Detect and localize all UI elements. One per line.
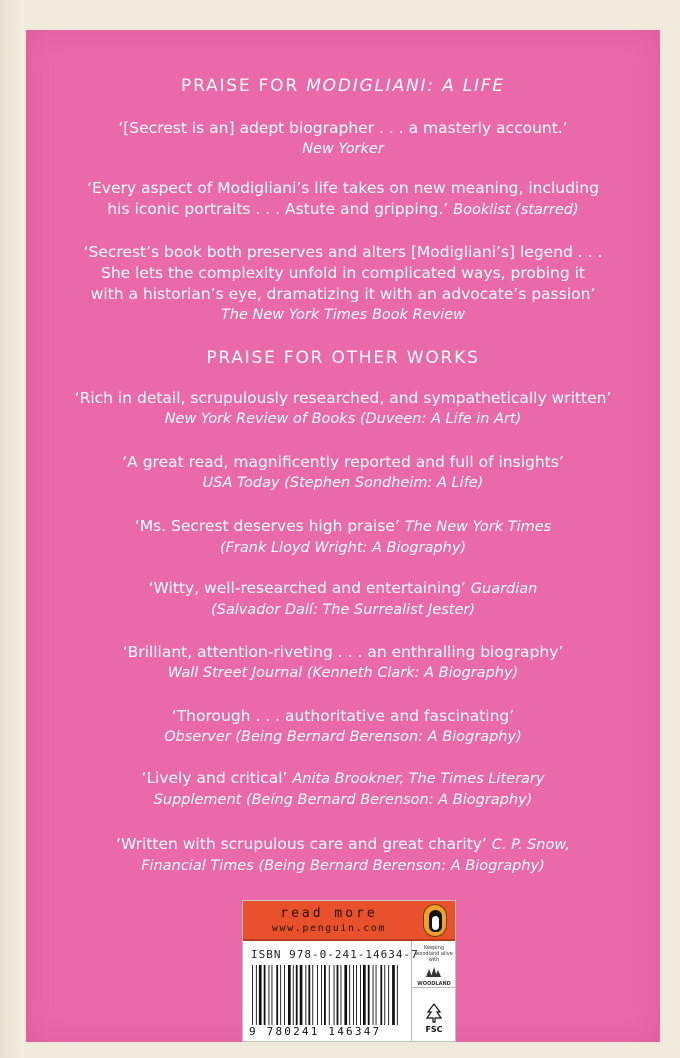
quote-nyrb bbox=[66, 388, 620, 430]
quote-new-yorker bbox=[66, 118, 620, 160]
quote-source: Wall Street Journal (Kenneth Clark: A Biography) bbox=[167, 665, 519, 681]
woodland-name: WOODLAND bbox=[417, 981, 451, 987]
quote-source: The New York Times Book Review bbox=[220, 307, 466, 323]
heading-book-title: MODIGLIANI: A LIFE bbox=[306, 76, 505, 96]
isbn-text: ISBN 978-0-241-14634-7 bbox=[251, 948, 419, 961]
quote-guardian bbox=[66, 578, 620, 621]
quote-line bbox=[66, 834, 620, 856]
quote-line: ‘Secrest’s book both preserves and alters [Modigliani’s] legend . . . bbox=[83, 243, 603, 261]
quote-line: with a historian’s eye, dramatizing it with an advocate’s passion’ bbox=[90, 285, 596, 303]
quote-inline-source: Guardian bbox=[470, 581, 538, 597]
quote-usa-today bbox=[66, 452, 620, 494]
quote-inline-source: Anita Brookner, The Times Literary bbox=[292, 771, 545, 787]
quote-source: (Frank Lloyd Wright: A Biography) bbox=[219, 540, 467, 556]
praise-other-works-heading: PRAISE FOR OTHER WORKS bbox=[206, 348, 480, 368]
quote-wsj bbox=[66, 642, 620, 684]
fsc-label: FSC bbox=[425, 1025, 443, 1034]
quote-line: ‘Thorough . . . authoritative and fascinating’ bbox=[171, 707, 515, 725]
page-edge bbox=[0, 0, 24, 1058]
woodland-text: Keeping woodland alive with bbox=[415, 945, 453, 963]
quote-tls bbox=[66, 768, 620, 811]
quote-line-text: ‘Lively and critical’ bbox=[141, 769, 293, 787]
quote-line bbox=[66, 768, 620, 790]
penguin-url: www.penguin.com bbox=[271, 923, 387, 934]
barcode-box bbox=[242, 900, 456, 1042]
quote-line-text: ‘Written with scrupulous care and great charity’ bbox=[116, 835, 492, 853]
barcode-number: 9 780241 146347 bbox=[249, 1025, 382, 1038]
quote-inline-source: The New York Times bbox=[404, 519, 552, 535]
quote-source: Booklist (starred) bbox=[453, 202, 579, 218]
quote-line bbox=[66, 199, 620, 221]
quote-booklist bbox=[66, 178, 620, 221]
quote-line: ‘[Secrest is an] adept biographer . . . a masterly account.’ bbox=[118, 119, 568, 137]
quote-source: Observer (Being Bernard Berenson: A Biography) bbox=[164, 729, 522, 745]
quote-line: ‘Rich in detail, scrupulously researched, and sympathetically written’ bbox=[74, 389, 612, 407]
quote-financial-times bbox=[66, 834, 620, 877]
woodland-trust-icon bbox=[424, 965, 442, 979]
quote-line bbox=[66, 516, 620, 538]
read-more-banner bbox=[243, 901, 455, 941]
quote-nyt bbox=[66, 516, 620, 559]
quote-line: ‘A great read, magnificently reported and full of insights’ bbox=[122, 453, 564, 471]
panel-divider bbox=[411, 987, 455, 988]
quote-observer bbox=[66, 706, 620, 748]
read-more-text bbox=[259, 906, 399, 936]
quote-line-text: his iconic portraits . . . Astute and gripping.’ bbox=[107, 200, 454, 218]
praise-modigliani-heading bbox=[26, 76, 660, 96]
book-back-cover bbox=[26, 30, 660, 1042]
quote-inline-source: C. P. Snow, bbox=[491, 837, 570, 853]
quote-source: (Salvador Dalí: The Surrealist Jester) bbox=[210, 602, 476, 618]
barcode-icon bbox=[251, 965, 401, 1025]
quote-line-text: ‘Ms. Secrest deserves high praise’ bbox=[134, 517, 405, 535]
quote-nyt-book-review bbox=[66, 242, 620, 326]
quote-source: New Yorker bbox=[302, 141, 384, 157]
quote-source: Supplement (Being Bernard Berenson: A Biography) bbox=[153, 792, 533, 808]
heading-prefix: PRAISE FOR bbox=[181, 76, 307, 96]
penguin-logo-icon bbox=[423, 904, 447, 937]
quote-line: ‘Brilliant, attention-riveting . . . an enthralling biography’ bbox=[122, 643, 564, 661]
certification-panel bbox=[411, 941, 455, 1041]
quote-source: USA Today (Stephen Sondheim: A Life) bbox=[202, 475, 484, 491]
quote-source: Financial Times (Being Bernard Berenson: A Biography) bbox=[141, 858, 545, 874]
quote-line: ‘Every aspect of Modigliani’s life takes on new meaning, including bbox=[87, 179, 599, 197]
quote-line: She lets the complexity unfold in complicated ways, probing it bbox=[100, 264, 585, 282]
quote-source: New York Review of Books (Duveen: A Life in Art) bbox=[164, 411, 522, 427]
quote-line-text: ‘Witty, well-researched and entertaining’ bbox=[148, 579, 471, 597]
read-more-label: read more bbox=[280, 906, 378, 921]
quote-line bbox=[66, 578, 620, 600]
fsc-tree-icon bbox=[424, 1003, 444, 1023]
